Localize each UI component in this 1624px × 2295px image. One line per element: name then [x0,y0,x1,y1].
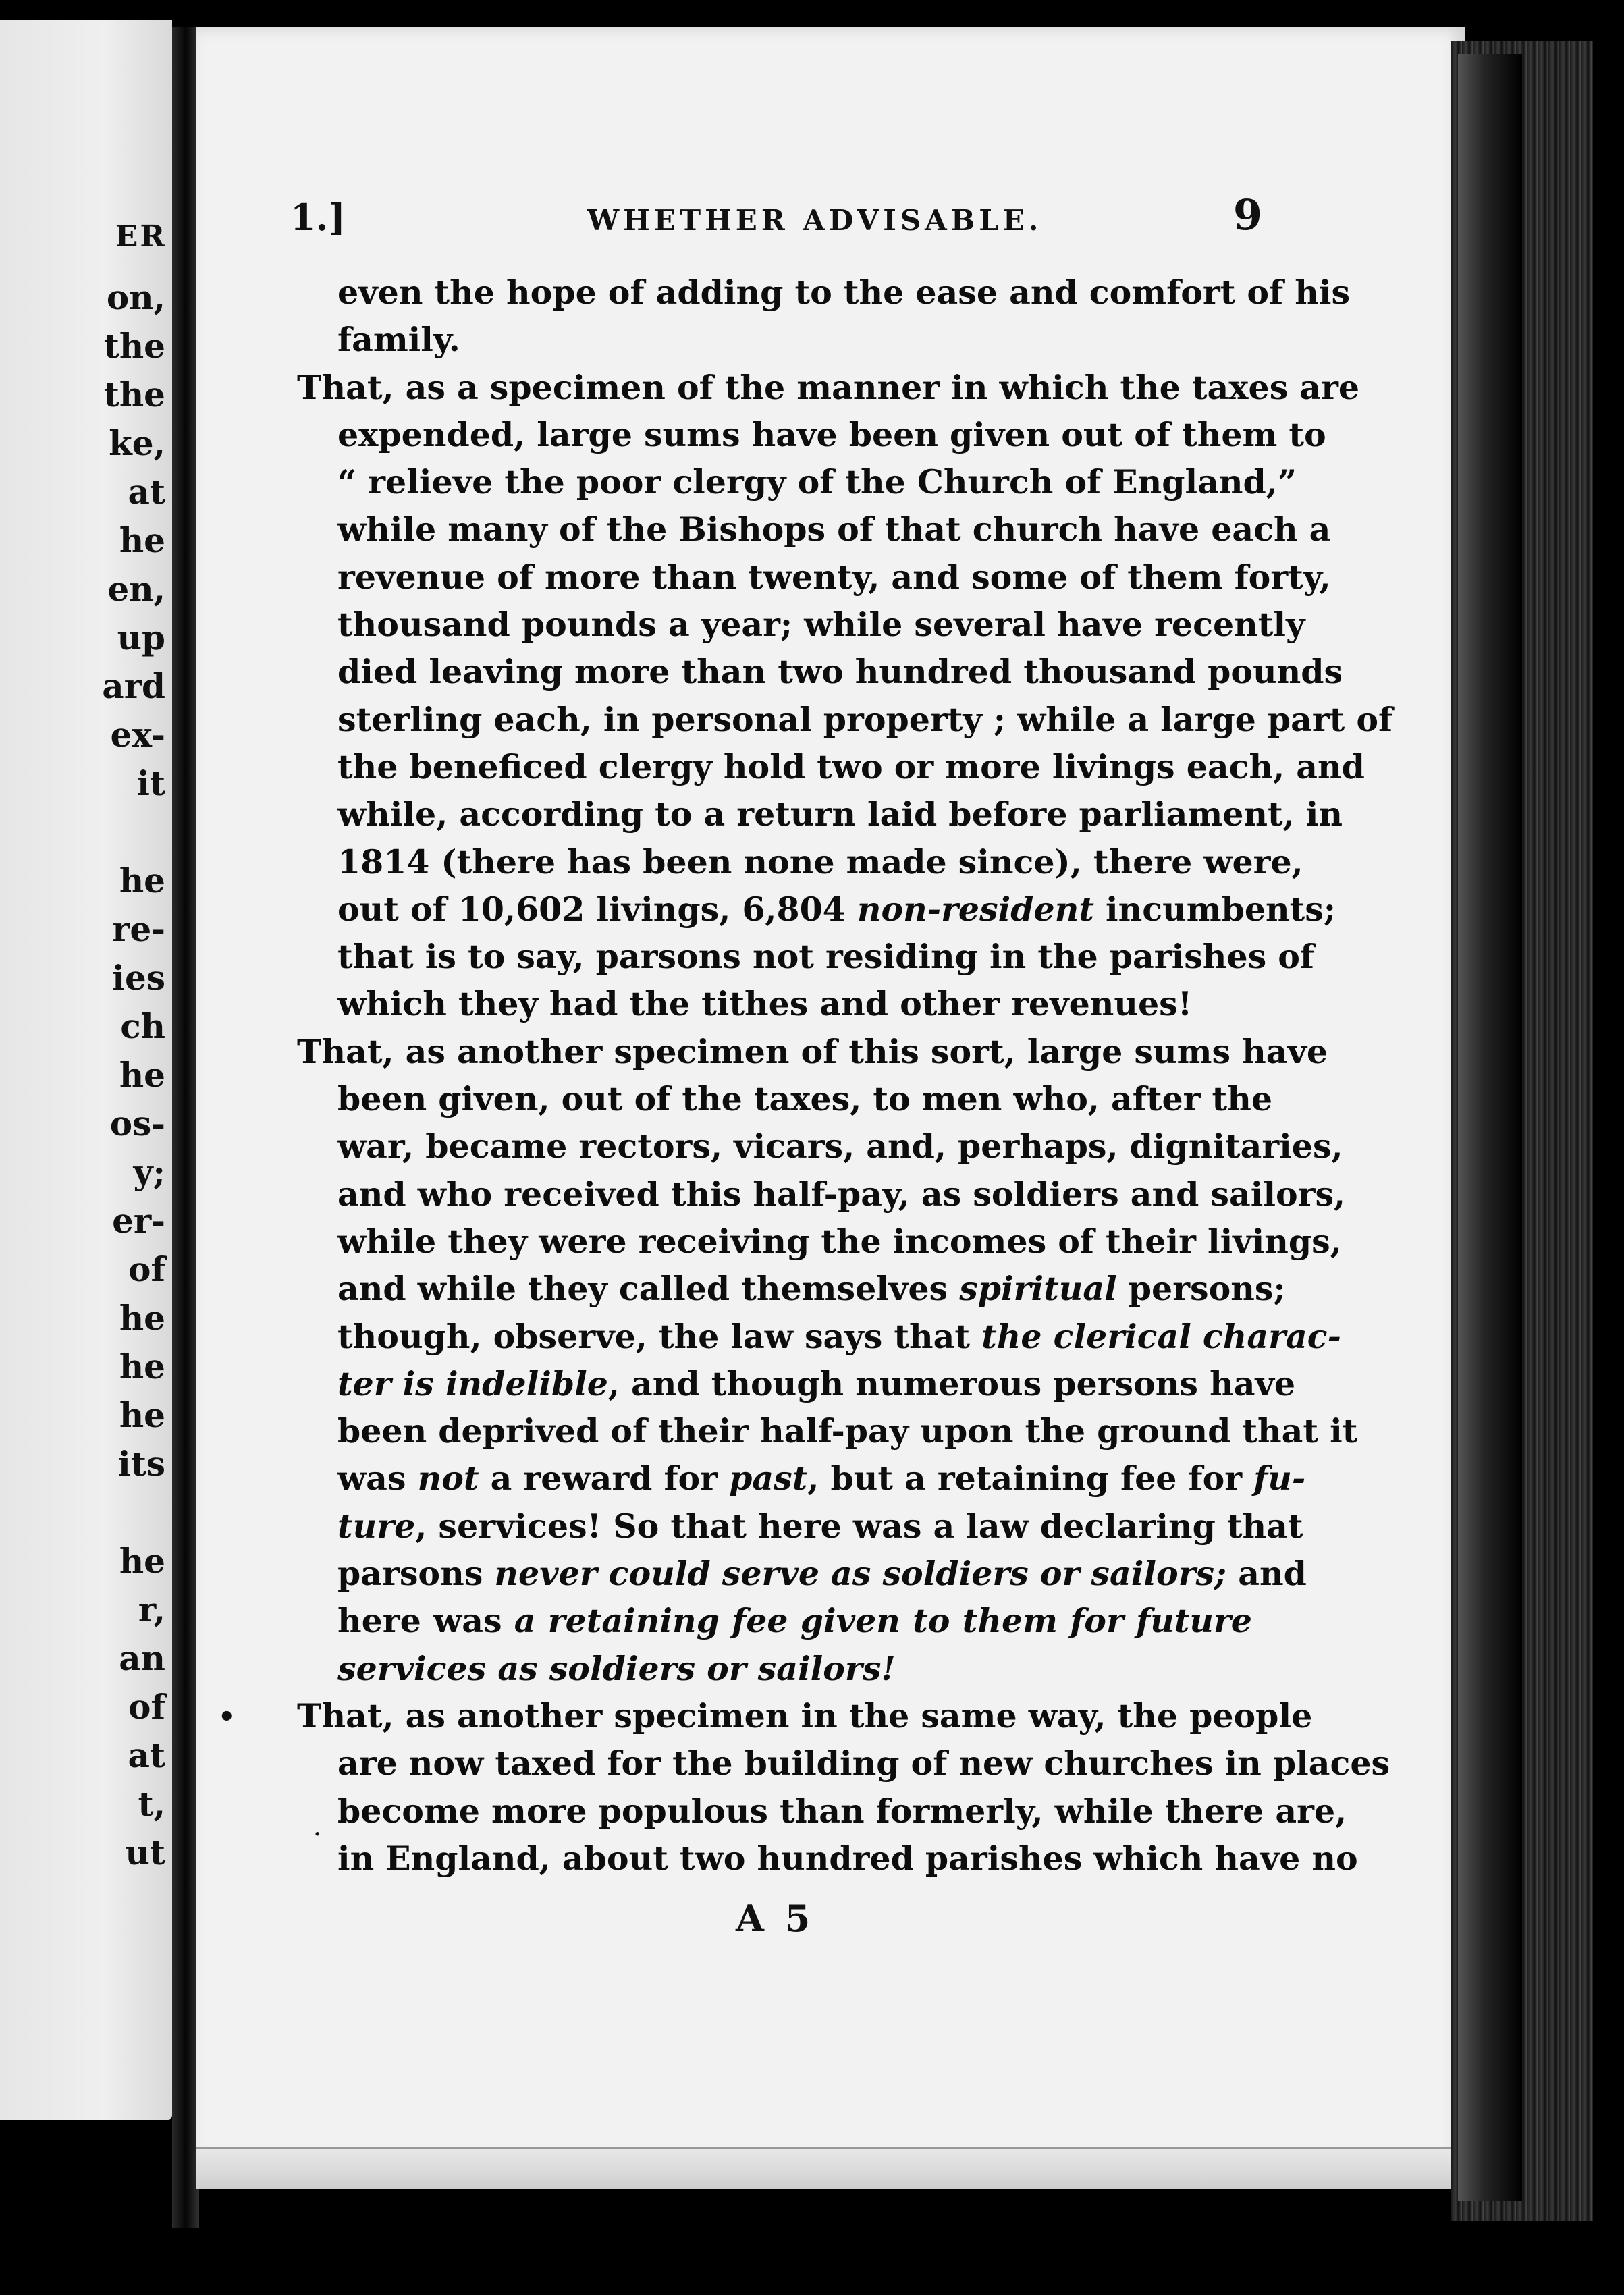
facing-page-text-fragments [71,273,165,1877]
text-line: “ relieve the poor clergy of the Church of England,” [337,462,1297,502]
facing-page-fragment: of [128,1249,165,1289]
facing-page-fragment [71,1488,165,1537]
facing-page [0,20,172,2120]
text-line: which they had the tithes and other revenues! [337,984,1193,1024]
text-line [337,1313,1341,1360]
italic-text: fu- [1253,1459,1306,1498]
text-segment: , services! So that here was a law declaring that [415,1506,1303,1546]
italic-text: ture [337,1506,416,1546]
facing-page-fragment: t, [138,1784,165,1824]
running-title: WHETHER ADVISABLE. [587,204,1043,237]
facing-page-fragment: re- [112,909,165,949]
facing-page-fragment: an [119,1638,165,1678]
text-line [337,1550,1307,1597]
text-line: even the hope of adding to the ease and comfort of his [337,273,1351,312]
facing-page-fragment: he [119,1395,165,1435]
italic-text: a retaining fee given to them for future [514,1601,1252,1641]
ink-speck: · [314,1823,321,1846]
italic-text: past [729,1459,808,1498]
page-bottom-edge [196,2146,1478,2189]
text-line: revenue of more than twenty, and some of them forty, [337,557,1331,597]
text-segment: , but a retaining fee for [807,1459,1254,1498]
text-line: are now taxed for the building of new churches in places [337,1744,1390,1783]
text-line: while many of the Bishops of that church have each a [337,510,1331,549]
text-line: thousand pounds a year; while several have recently [337,605,1305,645]
facing-page-fragment: its [117,1444,165,1484]
text-line: that is to say, parsons not residing in the parishes of [337,937,1314,977]
text-line [337,886,1336,933]
facing-page-fragment: on, [106,277,165,317]
facing-page-fragment: en, [107,569,165,609]
text-line: That, as another specimen of this sort, large sums have [297,1031,1328,1071]
facing-page-fragment: y; [133,1152,165,1192]
facing-page-fragment: he [119,1347,165,1386]
facing-page-fragment: up [117,618,165,657]
facing-page-fragment: er- [112,1201,165,1241]
facing-page-fragment: ard [102,666,165,706]
text-line [337,1645,1252,1692]
text-line: been given, out of the taxes, to men who, after the [337,1079,1272,1119]
text-line: in England, about two hundred parishes which have no [337,1838,1358,1878]
signature-mark: A 5 [736,1897,815,1940]
text-line [337,1360,1296,1407]
facing-page-fragment: os- [109,1104,165,1143]
text-line: the beneficed clergy hold two or more livings each, and [337,747,1365,786]
book-gutter [172,27,199,2228]
facing-page-fragment: ex- [110,715,165,755]
text-segment: and while they called themselves [337,1269,960,1309]
facing-page-running-head: ER [115,219,167,254]
text-line: expended, large sums have been given out of them to [337,414,1326,454]
book-fore-edge-shadow [1458,54,1522,2200]
facing-page-fragment: he [119,1541,165,1581]
facing-page-fragment: the [103,326,165,366]
text-segment: incumbents; [1093,889,1336,929]
text-line [337,1265,1286,1312]
facing-page-fragment: at [128,472,165,512]
text-line: died leaving more than two hundred thousand pounds [337,652,1343,692]
facing-page-fragment: at [128,1735,165,1775]
facing-page-fragment: ch [120,1006,165,1046]
text-segment: here was [337,1601,514,1641]
text-segment: a reward for [479,1459,730,1498]
facing-page-fragment: of [128,1687,165,1727]
facing-page-fragment: ut [125,1833,165,1872]
text-line: while, according to a return laid before parliament, in [337,794,1343,834]
text-segment: parsons [337,1554,495,1594]
text-segment: out of 10,602 livings, 6,804 [337,889,857,929]
text-line: been deprived of their half-pay upon the ground that it [337,1411,1358,1451]
ink-speck: • [218,1701,236,1733]
facing-page-fragment: he [119,520,165,560]
italic-text: not [417,1459,479,1498]
text-line: war, became rectors, vicars, and, perhaps, dignitaries, [337,1127,1343,1166]
facing-page-fragment: it [136,763,165,803]
text-segment: , and though numerous persons have [607,1364,1296,1403]
facing-page-fragment: r, [138,1590,165,1629]
italic-text: spiritual [959,1269,1117,1309]
text-line: That, as another specimen in the same way, the people [297,1696,1313,1735]
italic-text: services as soldiers or sailors! [337,1648,896,1688]
facing-page-fragment: he [119,861,165,900]
italic-text: ter is indelible [337,1364,608,1403]
text-line: sterling each, in personal property ; while a large part of [337,699,1393,739]
italic-text: the clerical charac- [981,1316,1341,1356]
text-segment: and [1226,1554,1307,1594]
text-line: while they were receiving the incomes of their livings, [337,1221,1342,1261]
italic-text: non-resident [857,889,1094,929]
page-number: 9 [1233,190,1262,240]
text-line: That, as a specimen of the manner in which the taxes are [297,367,1360,407]
text-line: and who received this half-pay, as soldiers and sailors, [337,1174,1346,1214]
facing-page-fragment: he [119,1298,165,1338]
text-line: become more populous than formerly, while there are, [337,1791,1347,1831]
text-line [337,1597,1252,1644]
facing-page-fragment [71,808,165,857]
facing-page-fragment: ies [112,958,165,998]
body-text [297,269,1393,1882]
facing-page-fragment: ke, [109,423,165,463]
text-segment: though, observe, the law says that [337,1316,982,1356]
text-line: family. [337,320,460,360]
section-marker: 1.] [290,196,346,239]
text-line [337,1503,1303,1550]
facing-page-fragment: he [119,1055,165,1095]
text-line: 1814 (there has been none made since), there were, [337,842,1303,882]
text-segment: persons; [1116,1269,1286,1309]
text-segment: was [337,1459,418,1498]
facing-page-fragment: the [103,375,165,414]
running-head [290,190,1262,250]
italic-text: never could serve as soldiers or sailors; [494,1554,1227,1594]
text-line [337,1455,1306,1502]
